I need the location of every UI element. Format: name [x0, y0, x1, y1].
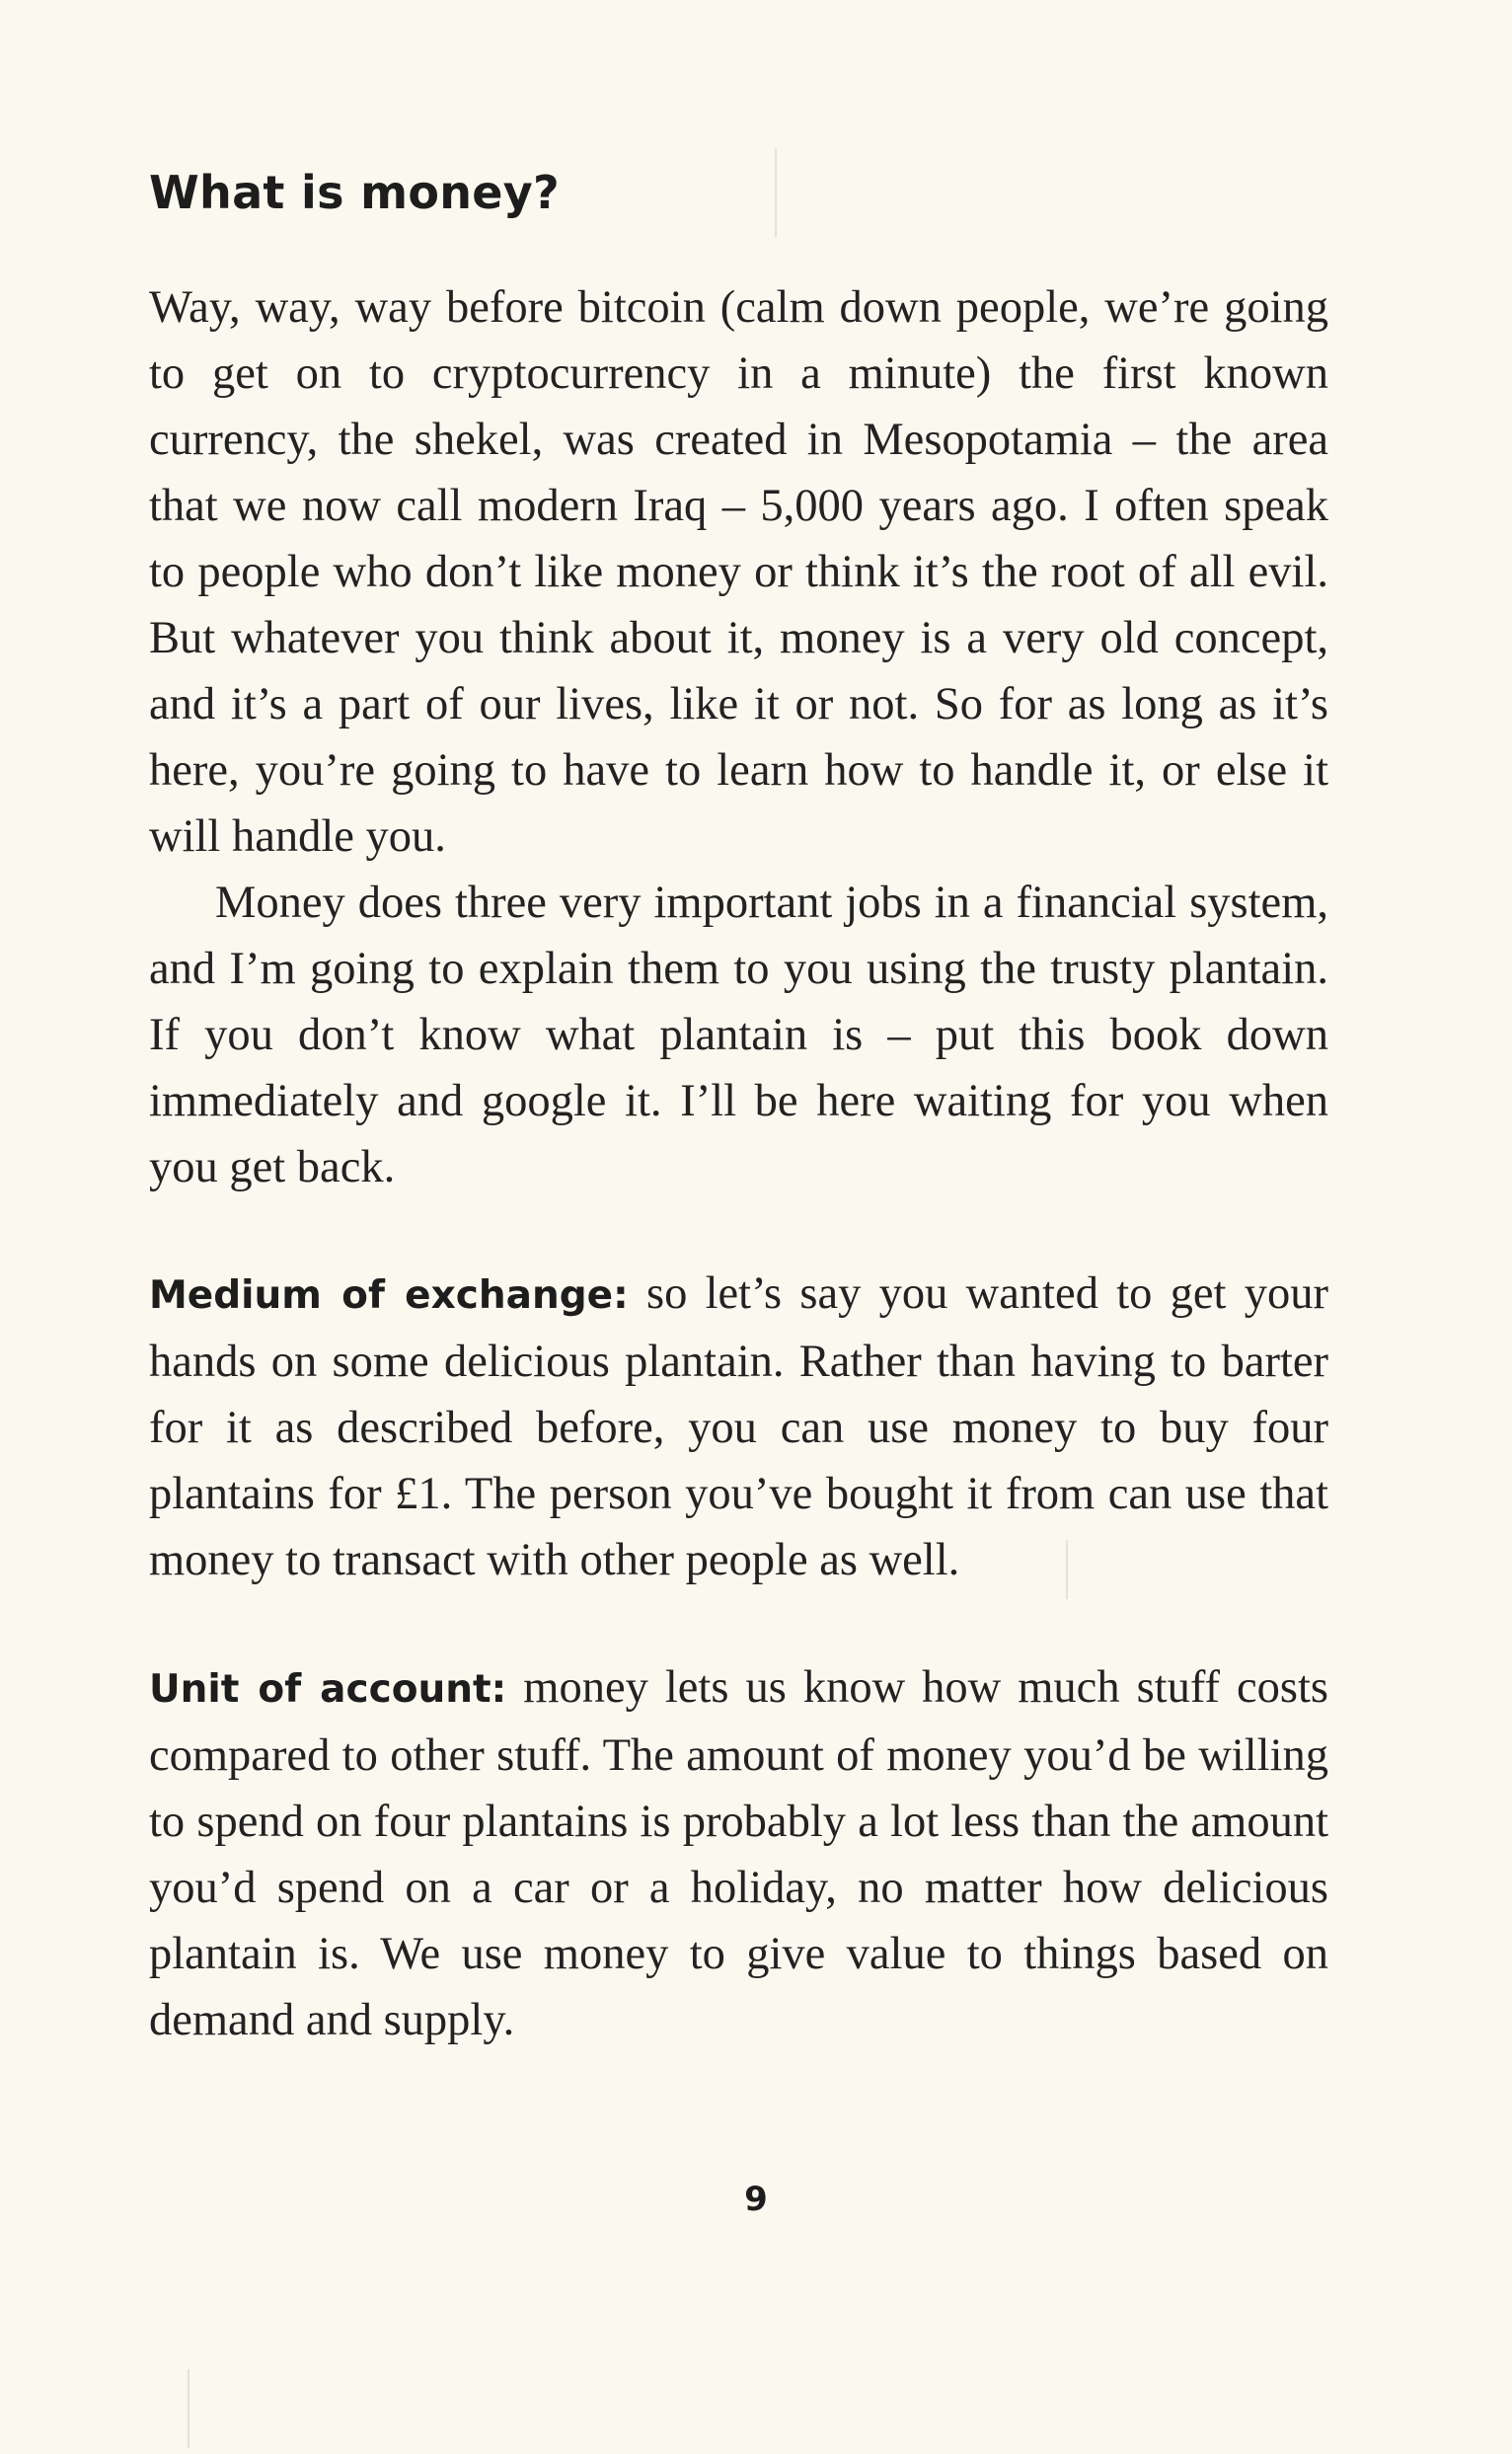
medium-of-exchange-paragraph: [149, 1261, 1328, 1593]
scan-artifact-line: [775, 148, 777, 237]
medium-of-exchange-section: [149, 1261, 1328, 1593]
medium-of-exchange-term: Medium of exchange: [149, 1273, 614, 1318]
page-number: 9: [744, 2180, 768, 2219]
paragraph-money-history: Way, way, way before bitcoin (calm down people, we’re going to get on to cryptocurrency in a minute) the first known currency, the shekel, was created in Mesopotamia – the area that we now call modern Iraq – 5,000 years ago. I often speak to people who don’t like money or think it’s the root of all evil. But whatever you think about it, money is a very old concept, and it’s a part of our lives, like it or not. So for as long as it’s here, you’re going to have to learn how to handle it, or else it will handle you.: [149, 282, 1328, 862]
paragraph-three-jobs: Money does three very important jobs in a financial system, and I’m going to explain them to you using the trusty plantain. If you don’t know what plantain is – put this book down immediately and google it. I’ll be here waiting for you when you get back.: [149, 878, 1328, 1192]
unit-of-account-paragraph: [149, 1654, 1328, 2053]
term-colon: :: [491, 1667, 507, 1712]
unit-of-account-section: [149, 1654, 1328, 2053]
medium-of-exchange-text: so let’s say you wanted to get your hands on some delicious plantain. Rather than having to barter for it as described before, you can use money to buy four plantains for £1. The person you’ve bought it from can use that money to transact with other people as well.: [149, 1268, 1328, 1585]
intro-text: [149, 274, 1328, 1200]
unit-of-account-term: Unit of account: [149, 1667, 491, 1712]
unit-of-account-text: money lets us know how much stuff costs compared to other stuff. The amount of money you’d be willing to spend on four plantains is probably a lot less than the amount you’d spend on a car or a holiday, no matter how delicious plantain is. We use money to give value to things based on demand and supply.: [149, 1662, 1328, 2045]
scan-artifact-line: [188, 2369, 189, 2448]
term-colon: :: [613, 1273, 629, 1318]
section-heading: What is money?: [149, 166, 561, 219]
